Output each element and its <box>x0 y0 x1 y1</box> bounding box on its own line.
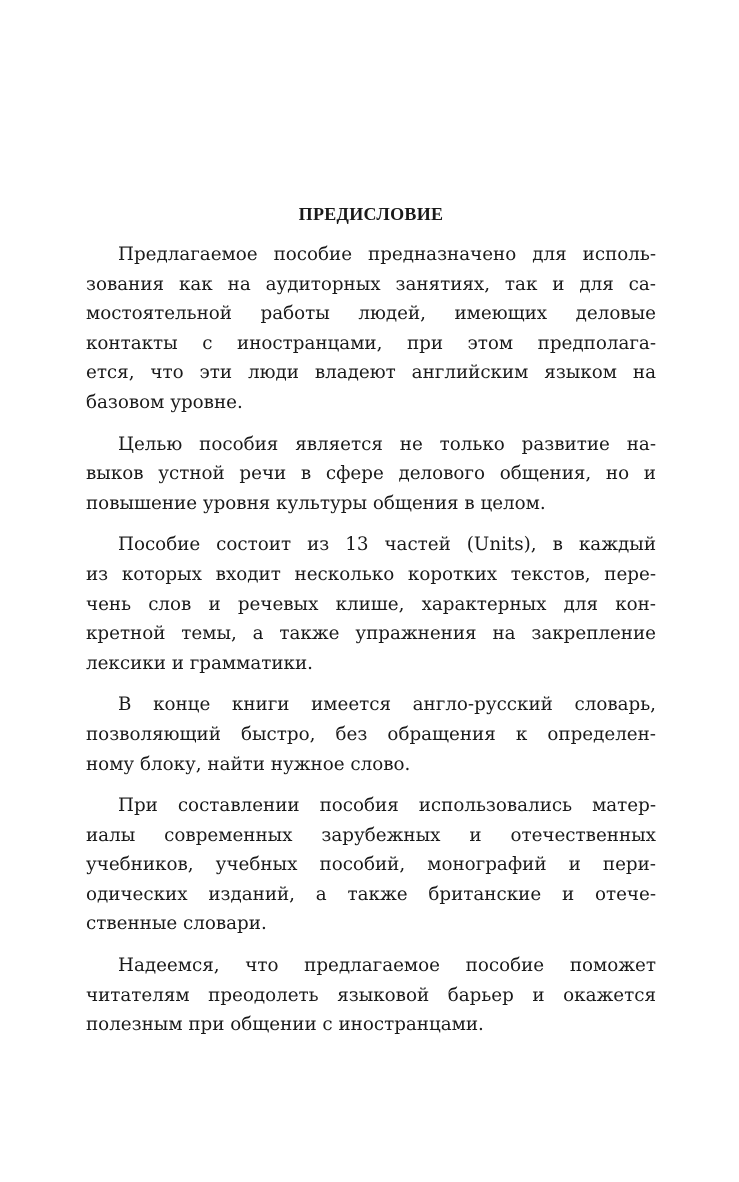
text-line: ному блоку, найти нужное слово. <box>86 753 411 775</box>
text-line: из которых входит несколько коротких текстов, пере- <box>86 563 656 585</box>
text-line: ется, что эти люди владеют английским языком на <box>86 362 656 384</box>
text-line: Пособие состоит из 13 частей (Units), в каждый <box>118 534 656 556</box>
text-line: зования как на аудиторных занятиях, так и для са- <box>86 273 656 295</box>
paragraph-6 <box>86 951 656 1040</box>
text-line: контакты с иностранцами, при этом предполага- <box>86 332 656 354</box>
text-line: полезным при общении с иностранцами. <box>86 1014 484 1036</box>
paragraph-2 <box>86 430 656 519</box>
paragraph-5 <box>86 791 656 939</box>
text-line: Целью пособия является не только развитие на- <box>118 433 656 455</box>
text-line: кретной темы, а также упражнения на закрепление <box>86 623 656 645</box>
page-title: ПРЕДИСЛОВИЕ <box>298 204 444 224</box>
paragraph-1 <box>86 240 656 418</box>
text-line: чень слов и речевых клише, характерных для кон- <box>86 593 656 615</box>
paragraph-4 <box>86 690 656 779</box>
paragraph-3 <box>86 530 656 678</box>
text-line: учебников, учебных пособий, монографий и пери- <box>86 854 656 876</box>
text-line: мостоятельной работы людей, имеющих деловые <box>86 303 656 325</box>
text-line: иалы современных зарубежных и отечественных <box>86 824 656 846</box>
text-line: читателям преодолеть языковой барьер и окажется <box>86 984 656 1006</box>
text-line: Предлагаемое пособие предназначено для исполь- <box>118 244 656 265</box>
text-line: базовом уровне. <box>86 391 243 413</box>
text-line: В конце книги имеется англо-русский словарь, <box>118 694 656 716</box>
text-line: ственные словари. <box>86 913 267 935</box>
text-line: выков устной речи в сфере делового общения, но и <box>86 463 656 485</box>
text-line: одических изданий, а также британские и отече- <box>86 883 656 905</box>
text-line: позволяющий быстро, без обращения к определен- <box>86 723 656 745</box>
preface-text <box>86 202 656 1052</box>
text-line: повышение уровня культуры общения в целом. <box>86 492 546 514</box>
text-line: При составлении пособия использовались матер- <box>118 795 656 817</box>
text-line: лексики и грамматики. <box>86 652 313 674</box>
text-line: Надеемся, что предлагаемое пособие поможет <box>118 955 656 977</box>
